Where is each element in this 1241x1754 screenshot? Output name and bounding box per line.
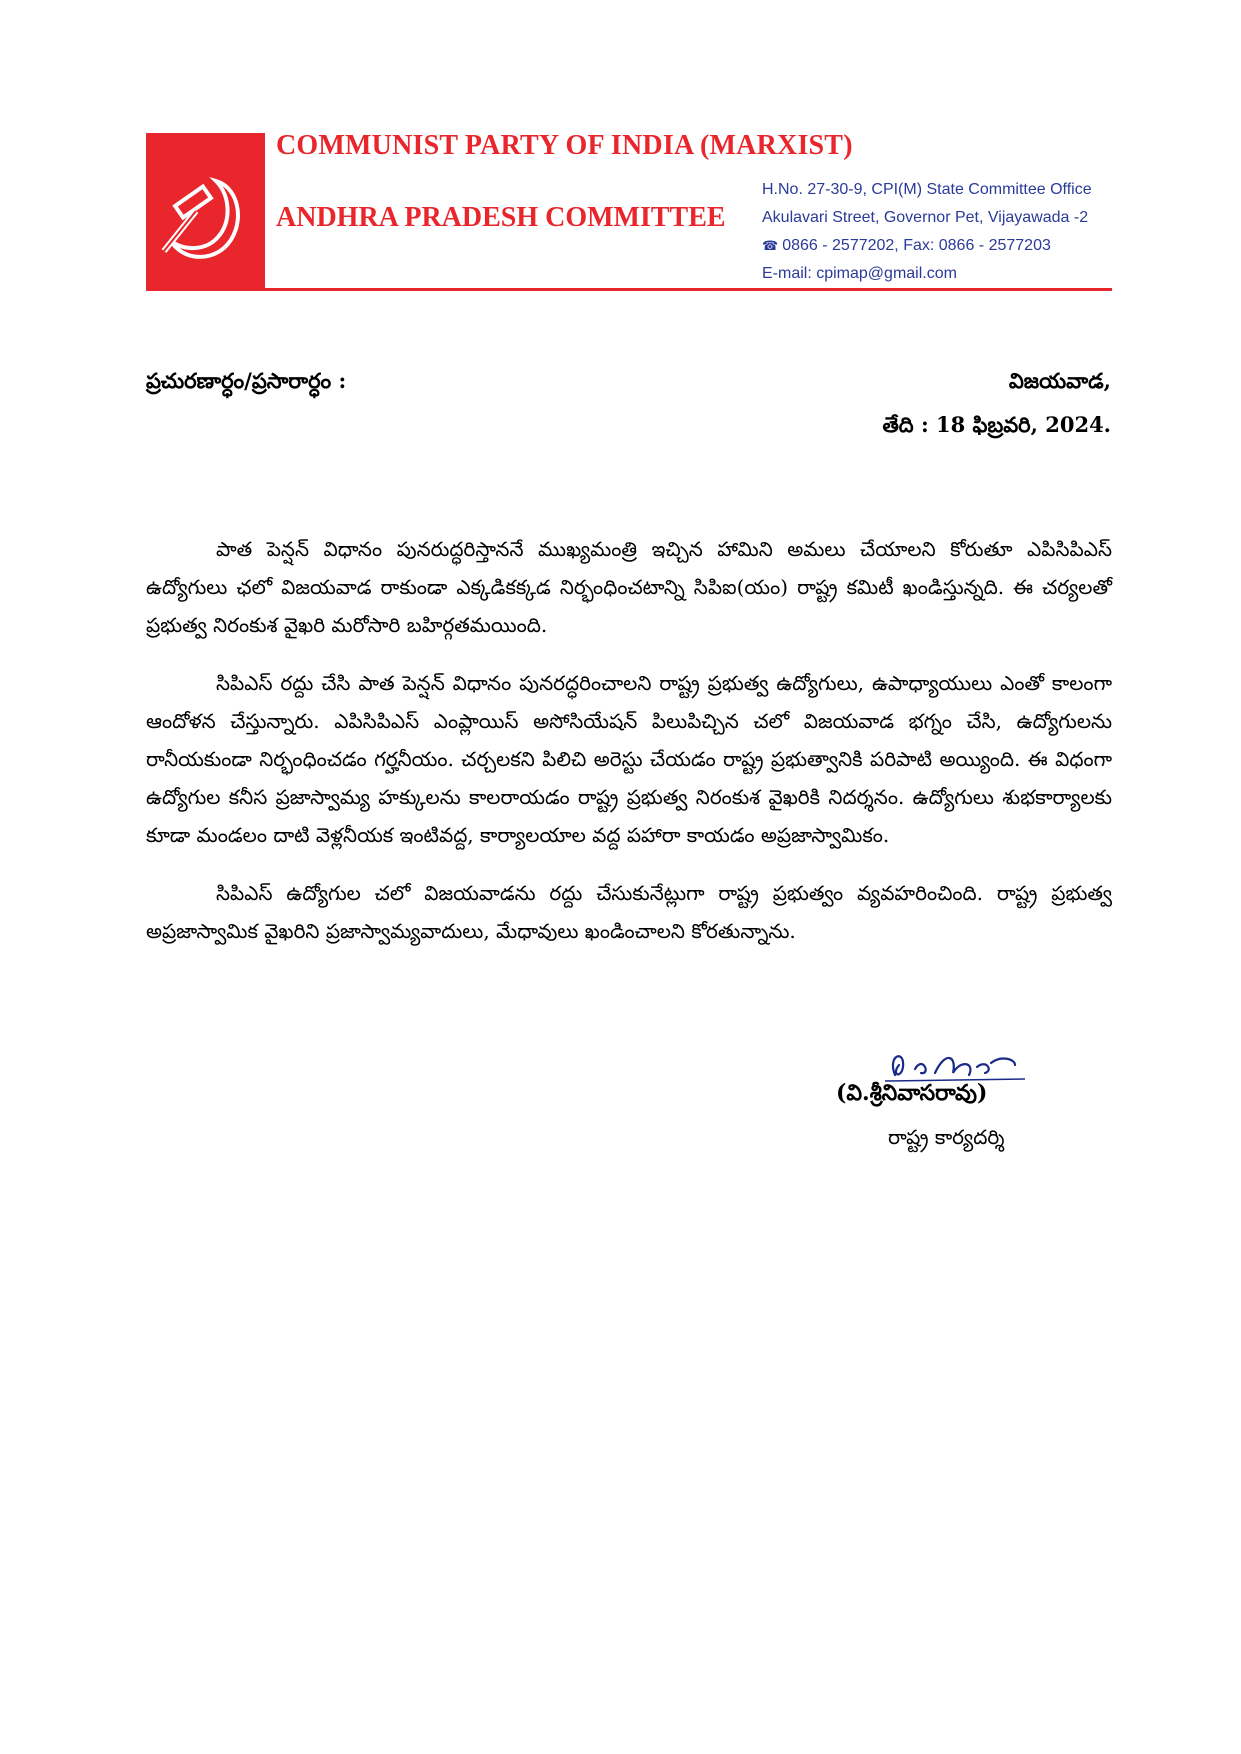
paragraph-3: సిపిఎస్ ఉద్యోగుల చలో విజయవాడను రద్దు చేసుకునేట్లుగా రాష్ట్ర ప్రభుత్వం వ్యవహరించింది. రాష్ట్ర ప్రభుత్వ అప్రజాస్వామిక వైఖరిని ప్రజాస్వామ్యవాదులు, మేధావులు ఖండించాలని కోరతున్నాను. [146,881,1112,943]
party-name: COMMUNIST PARTY OF INDIA (MARXIST) [276,130,853,161]
phone-line [762,232,1092,260]
signer-name: (వి.శ్రీనివాసరావు) [836,1080,988,1106]
address-block [762,176,1092,288]
signature-icon [865,1045,1065,1085]
address-line-2: Akulavari Street, Governor Pet, Vijayawada -2 [762,209,1089,226]
email-line: E-mail: cpimap@gmail.com [762,265,957,282]
paragraph-2: సిపిఎస్ రద్దు చేసి పాత పెన్షన్ విధానం పునరద్ధరించాలని రాష్ట్ర ప్రభుత్వ ఉద్యోగులు, ఉపాధ్యాయులు ఎంతో కాలంగా ఆందోళన చేస్తున్నారు. ఎపిసిపిఎస్ ఎంప్లాయిస్ అసోసియేషన్ పిలుపిచ్చిన చలో విజయవాడ భగ్నం చేసి, ఉద్యోగులను రానీయకుండా నిర్భంధించడం గర్హనీయం. చర్చలకని పిలిచి అరెస్టు చేయడం రాష్ట్ర ప్రభుత్వానికి పరిపాటి అయ్యింది. ఈ విధంగా ఉద్యోగుల కనీస ప్రజాస్వామ్య హక్కులను కాలరాయడం రాష్ట్ర ప్రభుత్వ నిరంకుశ వైఖరికి నిదర్శనం. ఉద్యోగులు శుభకార్యాలకు కూడా మండలం దాటి వెళ్లనీయక ఇంటివద్ద, కార్యాలయాల వద్ద పహారా కాయడం అప్రజాస్వామికం. [146,671,1112,847]
press-release-label: ప్రచురణార్ధం/ప్రసారార్ధం : [146,368,347,393]
phone-fax: 0866 - 2577202, Fax: 0866 - 2577203 [782,237,1051,254]
hammer-sickle-icon [146,133,265,291]
paragraph-1: పాత పెన్షన్ విధానం పునరుద్ధరిస్తాననే ముఖ్యమంత్రి ఇచ్చిన హామిని అమలు చేయాలని కోరుతూ ఎపిసిపిఎస్ ఉద్యోగులు ఛలో విజయవాడ రాకుండా ఎక్కడికక్కడ నిర్భంధించటాన్ని సిపిఐ(యం) రాష్ట్ర కమిటీ ఖండిస్తున్నది. ఈ చర్యలతో ప్రభుత్వ నిరంకుశ వైఖరి మరోసారి బహిర్గతమయింది. [146,537,1112,637]
committee-name: ANDHRA PRADESH COMMITTEE [276,202,726,233]
party-logo [146,133,265,291]
release-date: తేది : 18 ఫిబ్రవరి, 2024. [882,412,1111,437]
address-line-1: H.No. 27-30-9, CPI(M) State Committee Office [762,181,1092,198]
phone-icon: ☎ [762,238,779,253]
letter-body [146,530,1112,970]
signer-title: రాష్ట్ర కార్యదర్శి [888,1125,1005,1149]
letterhead-divider [146,288,1112,291]
place-name: విజయవాడ, [1008,368,1111,393]
